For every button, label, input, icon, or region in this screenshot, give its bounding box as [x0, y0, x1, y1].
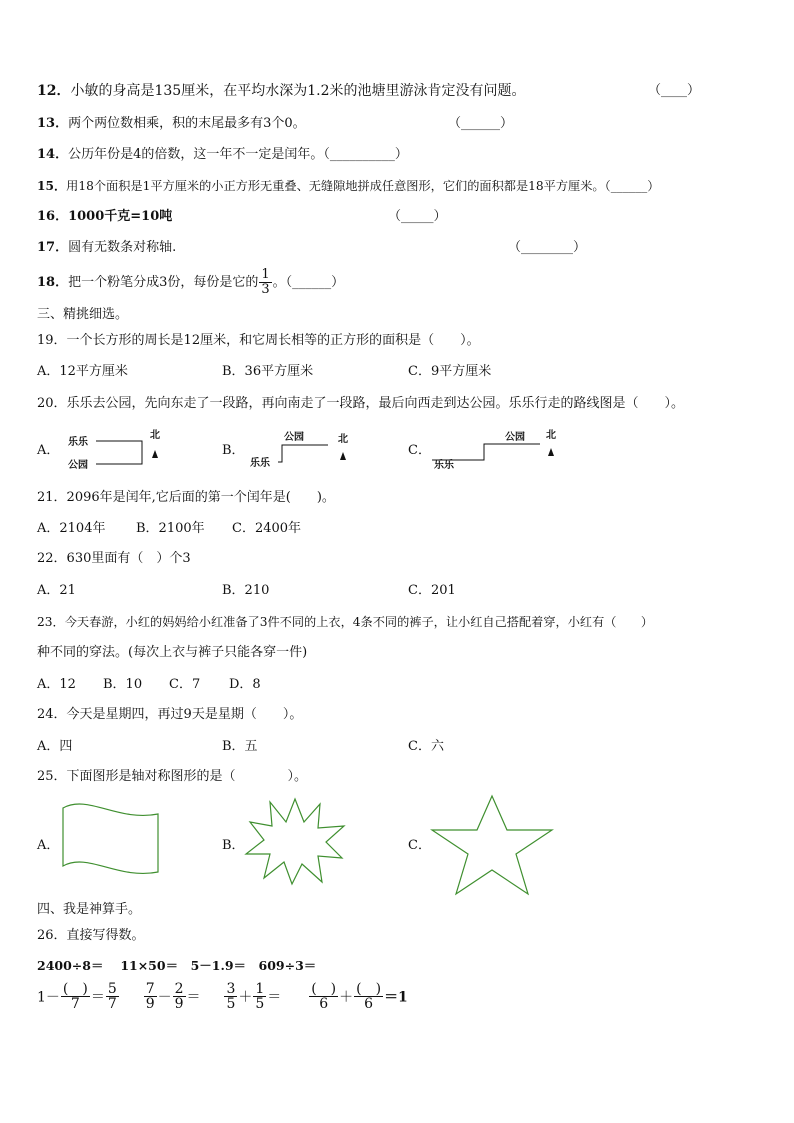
option-c[interactable]: C．2400年	[232, 521, 302, 536]
question-23: 23．今天春游，小红的妈妈给小红准备了3件不同的上衣，4条不同的裤子，让小红自己搭配着穿，小红有（ ）	[37, 615, 654, 629]
lele-label: 乐乐	[434, 460, 454, 471]
section-heading: 四、我是神算手。	[37, 902, 142, 917]
option-a[interactable]: A．21	[37, 583, 76, 598]
star-shape-icon	[428, 792, 556, 898]
park-label: 公园	[68, 460, 88, 471]
answer-blank[interactable]: （________）	[508, 240, 587, 255]
option-a[interactable]: A．12平方厘米	[37, 364, 128, 379]
fraction-numerator: 7	[145, 981, 155, 997]
option-a[interactable]: A．四	[37, 739, 73, 754]
fraction-denominator: 5	[255, 996, 265, 1012]
question-text: 用18个面积是1平方厘米的小正方形无重叠、无缝隙地拼成任意图形，它们的面积都是18平方厘米。	[66, 179, 605, 193]
lele-label: 乐乐	[250, 458, 270, 469]
fraction-numerator: ( )	[311, 981, 337, 997]
fraction	[173, 982, 186, 1011]
question-number: 14．	[37, 147, 69, 162]
option-a[interactable]: A．2104年	[37, 521, 106, 536]
question-14	[37, 147, 408, 163]
question-25: 25．下面图形是轴对称图形的是（ ）。	[37, 769, 308, 784]
option-c[interactable]: C．六	[408, 739, 444, 754]
option-b[interactable]: B．2100年	[136, 521, 205, 536]
north-arrow-icon	[340, 452, 346, 460]
fraction-numerator: ( )	[62, 981, 88, 997]
north-label: 北	[150, 430, 160, 441]
fraction-denominator: 9	[145, 996, 155, 1012]
route-line	[278, 445, 328, 462]
question-text: 1000千克=10吨	[68, 209, 173, 224]
option-a[interactable]: A．12	[37, 677, 76, 692]
question-number: 12．	[37, 83, 71, 99]
question-21: 21．2096年是闰年,它后面的第一个闰年是( )。	[37, 490, 335, 505]
option-c[interactable]: C．7	[169, 677, 201, 692]
route-diagram-b	[248, 424, 358, 472]
question-26: 26．直接写得数。	[37, 928, 145, 943]
question-text-end: 。	[272, 275, 286, 290]
section-heading: 三、精挑细选。	[37, 307, 129, 322]
question-24: 24．今天是星期四，再过9天是星期（ ）。	[37, 707, 303, 722]
fraction-denominator: 5	[226, 996, 236, 1012]
question-16	[37, 209, 172, 225]
math-text: ＝	[186, 989, 201, 1006]
fraction	[259, 268, 271, 297]
north-arrow-icon	[548, 448, 554, 456]
question-number: 13．	[37, 116, 69, 131]
option-b[interactable]: B．10	[103, 677, 143, 692]
answer-blank[interactable]: （______）	[604, 179, 660, 193]
fraction-denominator: 7	[70, 996, 80, 1012]
answer-blank[interactable]: （_____）	[388, 209, 447, 224]
question-12	[37, 83, 525, 99]
lele-label: 乐乐	[68, 437, 88, 448]
option-b[interactable]: B．	[222, 838, 245, 853]
question-17	[37, 240, 176, 256]
option-b[interactable]: B．36平方厘米	[222, 364, 314, 379]
question-19: 19．一个长方形的周长是12厘米，和它周长相等的正方形的面积是（ ）。	[37, 333, 480, 348]
option-c[interactable]: C．201	[408, 583, 456, 598]
north-label: 北	[546, 430, 556, 441]
fraction-denominator: 9	[174, 996, 184, 1012]
math-text: ＋	[339, 989, 354, 1006]
park-label: 公园	[505, 432, 525, 443]
fraction[interactable]	[309, 982, 338, 1011]
question-text: 两个两位数相乘，积的末尾最多有3个0。	[68, 116, 306, 131]
fraction-denominator: 6	[364, 996, 374, 1012]
answer-blank[interactable]: （______）	[448, 116, 514, 131]
math-text: ＝	[90, 989, 105, 1006]
fraction	[253, 982, 266, 1011]
fraction-numerator: 2	[174, 981, 184, 997]
route-line	[432, 444, 540, 460]
fraction	[224, 982, 237, 1011]
question-text: 圆有无数条对称轴.	[68, 240, 177, 255]
fraction-denominator: 7	[107, 996, 117, 1012]
question-13	[37, 116, 306, 132]
option-d[interactable]: D．8	[229, 677, 261, 692]
answer-blank[interactable]: （______）	[285, 275, 345, 290]
fraction-numerator: 1	[261, 267, 270, 282]
question-number: 18．	[37, 275, 69, 290]
question-23-cont: 种不同的穿法。(每次上衣与裤子只能各穿一件)	[37, 645, 308, 660]
question-20: 20．乐乐去公园，先向东走了一段路，再向南走了一段路，最后向西走到达公园。乐乐行走的路线图是（ ）。	[37, 396, 685, 411]
math-text: ＝	[267, 989, 282, 1006]
fraction[interactable]	[354, 982, 383, 1011]
park-label: 公园	[284, 432, 304, 443]
question-text: 公历年份是4的倍数，这一年不一定是闰年。	[68, 147, 324, 162]
calc-line-2	[37, 982, 408, 1011]
option-a[interactable]: A．	[37, 838, 60, 853]
question-18	[37, 266, 344, 300]
option-b[interactable]: B．210	[222, 583, 270, 598]
answer-blank[interactable]: （__________）	[323, 147, 408, 162]
route-line	[96, 441, 142, 464]
math-text: －	[157, 989, 172, 1006]
fraction-denominator: 6	[319, 996, 329, 1012]
fraction-denominator: 3	[261, 282, 270, 297]
option-c[interactable]: C．9平方厘米	[408, 364, 492, 379]
question-number: 15．	[37, 179, 67, 193]
question-text: 小敏的身高是135厘米，在平均水深为1.2米的池塘里游泳肯定没有问题。	[70, 83, 526, 99]
math-text: ＝1	[384, 989, 408, 1006]
starburst-shape-icon	[242, 796, 348, 886]
math-text: 1－	[37, 989, 60, 1006]
question-text: 把一个粉笔分成3份，每份是它的	[68, 275, 259, 290]
fraction[interactable]	[61, 982, 90, 1011]
route-diagram-a	[66, 426, 166, 472]
question-number: 17．	[37, 240, 69, 255]
option-b[interactable]: B．	[222, 443, 245, 458]
option-a[interactable]: A．	[37, 443, 60, 458]
question-15	[37, 178, 659, 194]
north-label: 北	[338, 434, 348, 445]
fraction	[106, 982, 119, 1011]
fraction-numerator: ( )	[356, 981, 382, 997]
calc-line-1: 2400÷8＝ 11×50＝ 5－1.9＝ 609÷3＝	[37, 958, 317, 973]
fraction-numerator: 1	[255, 981, 265, 997]
option-b[interactable]: B．五	[222, 739, 258, 754]
answer-blank[interactable]: （____）	[648, 83, 701, 98]
fraction	[144, 982, 157, 1011]
fraction-numerator: 5	[107, 981, 117, 997]
question-number: 16．	[37, 209, 69, 224]
option-c[interactable]: C．	[408, 443, 431, 458]
north-arrow-icon	[152, 450, 158, 458]
flag-shape-icon	[58, 800, 164, 880]
question-22: 22．630里面有（ ）个3	[37, 551, 191, 566]
option-c[interactable]: C．	[408, 838, 431, 853]
fraction-numerator: 3	[226, 981, 236, 997]
route-diagram-c	[430, 424, 565, 472]
math-text: ＋	[238, 989, 253, 1006]
